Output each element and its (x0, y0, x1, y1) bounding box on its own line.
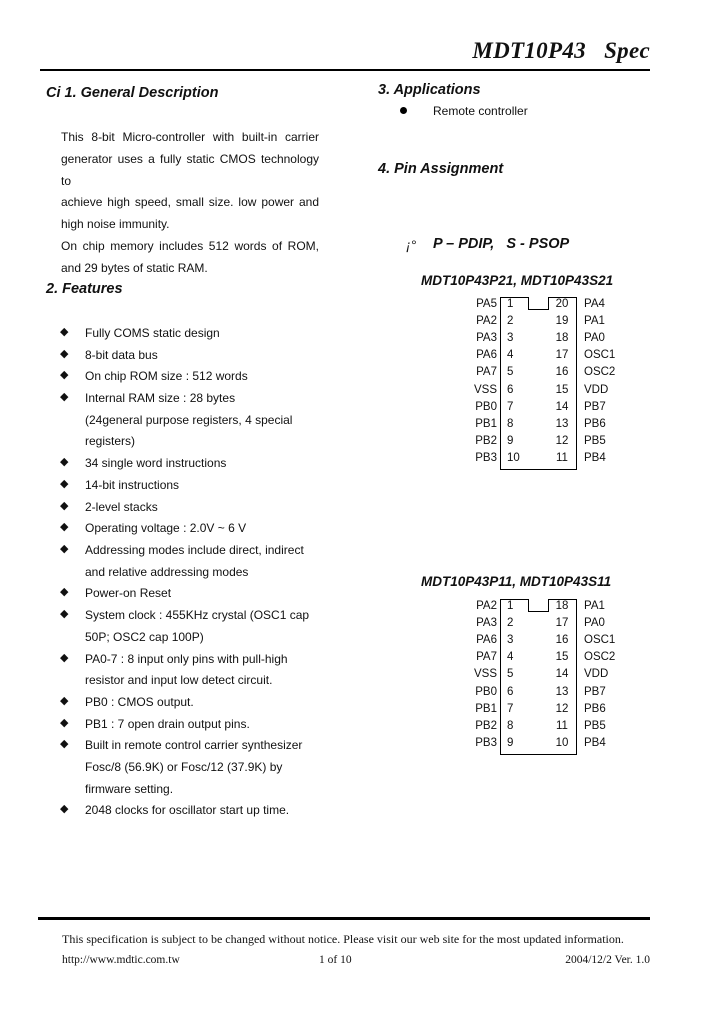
pin-number-left: 7 (507, 400, 514, 413)
pin-label-left: PB1 (475, 702, 497, 715)
pin-label-left: PB2 (475, 719, 497, 732)
pin-number-left: 2 (507, 315, 514, 328)
diamond-bullet-icon: ◆ (60, 369, 69, 382)
footer-rule (38, 917, 650, 920)
pin-label-right: PB4 (584, 736, 606, 749)
feature-text: Built in remote control carrier synthesizer (85, 738, 303, 753)
pin-number-left: 4 (507, 651, 514, 664)
pin-label-right: OSC2 (584, 366, 616, 379)
pin-number-right: 17 (555, 349, 569, 362)
pin-label-right: PA1 (584, 600, 605, 612)
pin-number-left: 4 (507, 349, 514, 362)
pin-label-left: PB3 (475, 736, 497, 749)
footer-url: http://www.mdtic.com.tw (62, 954, 180, 966)
pin-label-left: PA2 (476, 600, 497, 612)
pin-label-left: PA6 (476, 349, 497, 362)
feature-text: 14-bit instructions (85, 477, 180, 492)
pin-label-right: PB6 (584, 417, 606, 430)
pin-label-left: VSS (473, 383, 497, 396)
feature-text: PB1 : 7 open drain output pins. (85, 716, 250, 731)
package-mark: ¡° (406, 237, 417, 253)
feature-text: and relative addressing modes (85, 564, 249, 579)
general-description-text (61, 127, 319, 280)
page-number: 1 of 10 (319, 954, 352, 966)
chip-title: MDT10P43P21, MDT10P43S21 (421, 273, 614, 288)
pin-number-left: 1 (507, 298, 514, 310)
chip-notch (528, 599, 549, 612)
pin-label-right: OSC2 (584, 651, 616, 664)
pin-number-left: 9 (507, 736, 514, 749)
diamond-bullet-icon: ◆ (60, 803, 69, 816)
pin-number-right: 12 (555, 702, 569, 715)
pin-number-right: 11 (556, 451, 568, 464)
footer-note: This specification is subject to be changed without notice. Please visit our web site for the most updated information. (62, 932, 624, 946)
diamond-bullet-icon: ◆ (60, 694, 69, 707)
diamond-bullet-icon: ◆ (60, 651, 69, 664)
pin-number-right: 14 (555, 668, 569, 681)
feature-text: Internal RAM size : 28 bytes (85, 391, 236, 406)
pin-number-left: 1 (507, 600, 514, 612)
pin-number-right: 13 (555, 417, 569, 430)
description-line: and 29 bytes of static RAM. (61, 260, 208, 275)
feature-text: 2048 clocks for oscillator start up time. (85, 803, 290, 818)
pin-label-left: PA5 (476, 298, 497, 310)
feature-text: 34 single word instructions (85, 456, 227, 471)
diamond-bullet-icon: ◆ (60, 716, 69, 729)
version-date: 2004/12/2 Ver. 1.0 (565, 954, 650, 966)
pin-label-left: PB3 (475, 451, 497, 464)
package-legend: P – PDIP, S - PSOP (433, 236, 570, 252)
pin-label-left: PA3 (476, 332, 497, 345)
pin-number-right: 16 (555, 634, 569, 647)
feature-text: Fosc/8 (56.9K) or Fosc/12 (37.9K) by (85, 759, 283, 774)
pin-number-right: 18 (555, 600, 569, 612)
pin-label-right: VDD (584, 668, 609, 681)
pin-number-left: 6 (507, 685, 514, 698)
pin-label-right: PB5 (584, 434, 606, 447)
pin-label-left: PB0 (475, 685, 497, 698)
pin-label-left: PA7 (476, 651, 497, 664)
feature-text: System clock : 455KHz crystal (OSC1 cap (85, 608, 310, 623)
pin-number-left: 8 (507, 719, 514, 732)
pin-label-right: PB6 (584, 702, 606, 715)
pin-number-right: 18 (555, 332, 569, 345)
pin-number-right: 11 (556, 719, 568, 732)
pin-number-right: 14 (555, 400, 569, 413)
diamond-bullet-icon: ◆ (60, 608, 69, 621)
diamond-bullet-icon: ◆ (60, 391, 69, 404)
pin-number-right: 12 (555, 434, 569, 447)
pin-number-left: 9 (507, 434, 514, 447)
pin-label-right: PB5 (584, 719, 606, 732)
pin-number-right: 20 (555, 298, 569, 310)
pin-number-right: 13 (555, 685, 569, 698)
diamond-bullet-icon: ◆ (60, 456, 69, 469)
header-rule (40, 69, 650, 71)
description-line: On chip memory includes 512 words of ROM, (61, 238, 319, 253)
pin-number-right: 17 (555, 617, 569, 630)
diamond-bullet-icon: ◆ (60, 738, 69, 751)
pin-label-right: PA1 (584, 315, 605, 328)
pin-number-left: 7 (507, 702, 514, 715)
pin-number-left: 3 (507, 332, 514, 345)
diamond-bullet-icon: ◆ (60, 347, 69, 360)
pin-label-right: PA0 (584, 332, 605, 345)
pin-label-right: PB4 (584, 451, 606, 464)
pin-label-left: PA2 (476, 315, 497, 328)
pin-label-left: PA7 (476, 366, 497, 379)
description-line: achieve high speed, small size. low power and (61, 195, 319, 210)
pin-number-left: 3 (507, 634, 514, 647)
feature-text: 8-bit data bus (85, 347, 158, 362)
pin-label-left: PB2 (475, 434, 497, 447)
pin-number-left: 10 (507, 451, 520, 464)
pin-label-right: VDD (584, 383, 609, 396)
pin-label-left: PA6 (476, 634, 497, 647)
general-description-heading: Ci 1. General Description (46, 85, 219, 101)
pin-label-left: VSS (473, 668, 497, 681)
feature-text: registers) (85, 434, 136, 449)
diamond-bullet-icon: ◆ (60, 543, 69, 555)
feature-text: Addressing modes include direct, indirect (85, 543, 304, 557)
pin-label-right: PB7 (584, 685, 606, 698)
features-heading: 2. Features (46, 281, 123, 297)
application-label: Remote controller (433, 104, 528, 118)
feature-text: Fully COMS static design (85, 326, 220, 340)
feature-text: firmware setting. (85, 781, 174, 796)
diamond-bullet-icon: ◆ (60, 326, 69, 338)
pin-number-left: 2 (507, 617, 514, 630)
description-line: high noise immunity. (61, 217, 170, 232)
pin-number-right: 19 (555, 315, 569, 328)
pin-label-right: OSC1 (584, 634, 616, 647)
pin-number-right: 10 (555, 736, 569, 749)
diamond-bullet-icon: ◆ (60, 477, 69, 490)
pin-number-left: 6 (507, 383, 514, 396)
feature-text: Operating voltage : 2.0V ~ 6 V (85, 521, 247, 536)
document-title: MDT10P43 Spec (472, 38, 650, 63)
diamond-bullet-icon: ◆ (60, 521, 69, 534)
chip-title: MDT10P43P11, MDT10P43S11 (421, 574, 612, 589)
feature-text: Power-on Reset (85, 586, 172, 601)
description-line: This 8-bit Micro-controller with built-in carrier (61, 130, 319, 144)
description-line: generator uses a fully static CMOS technology to (61, 151, 319, 188)
feature-text: On chip ROM size : 512 words (85, 369, 248, 384)
feature-text: PB0 : CMOS output. (85, 694, 194, 709)
pin-number-right: 16 (555, 366, 569, 379)
feature-text: resistor and input low detect circuit. (85, 673, 273, 688)
feature-text: 2-level stacks (85, 499, 158, 514)
pin-label-right: OSC1 (584, 349, 616, 362)
chip-notch (528, 297, 549, 310)
applications-heading: 3. Applications (378, 82, 481, 98)
pin-number-right: 15 (555, 383, 569, 396)
bullet-dot-icon (400, 107, 407, 114)
pin-number-left: 5 (507, 366, 514, 379)
pin-label-left: PA3 (476, 617, 497, 630)
pin-number-left: 5 (507, 668, 514, 681)
diamond-bullet-icon: ◆ (60, 499, 69, 512)
feature-text: (24general purpose registers, 4 special (85, 412, 293, 427)
pin-label-left: PB1 (475, 417, 497, 430)
pin-label-right: PA0 (584, 617, 605, 630)
pin-label-right: PB7 (584, 400, 606, 413)
feature-text: PA0-7 : 8 input only pins with pull-high (85, 651, 288, 666)
pin-number-right: 15 (555, 651, 569, 664)
pin-number-left: 8 (507, 417, 514, 430)
feature-text: 50P; OSC2 cap 100P) (85, 629, 204, 644)
diamond-bullet-icon: ◆ (60, 586, 69, 599)
pin-assignment-heading: 4. Pin Assignment (378, 161, 504, 177)
pin-label-left: PB0 (475, 400, 497, 413)
pin-label-right: PA4 (584, 298, 605, 310)
